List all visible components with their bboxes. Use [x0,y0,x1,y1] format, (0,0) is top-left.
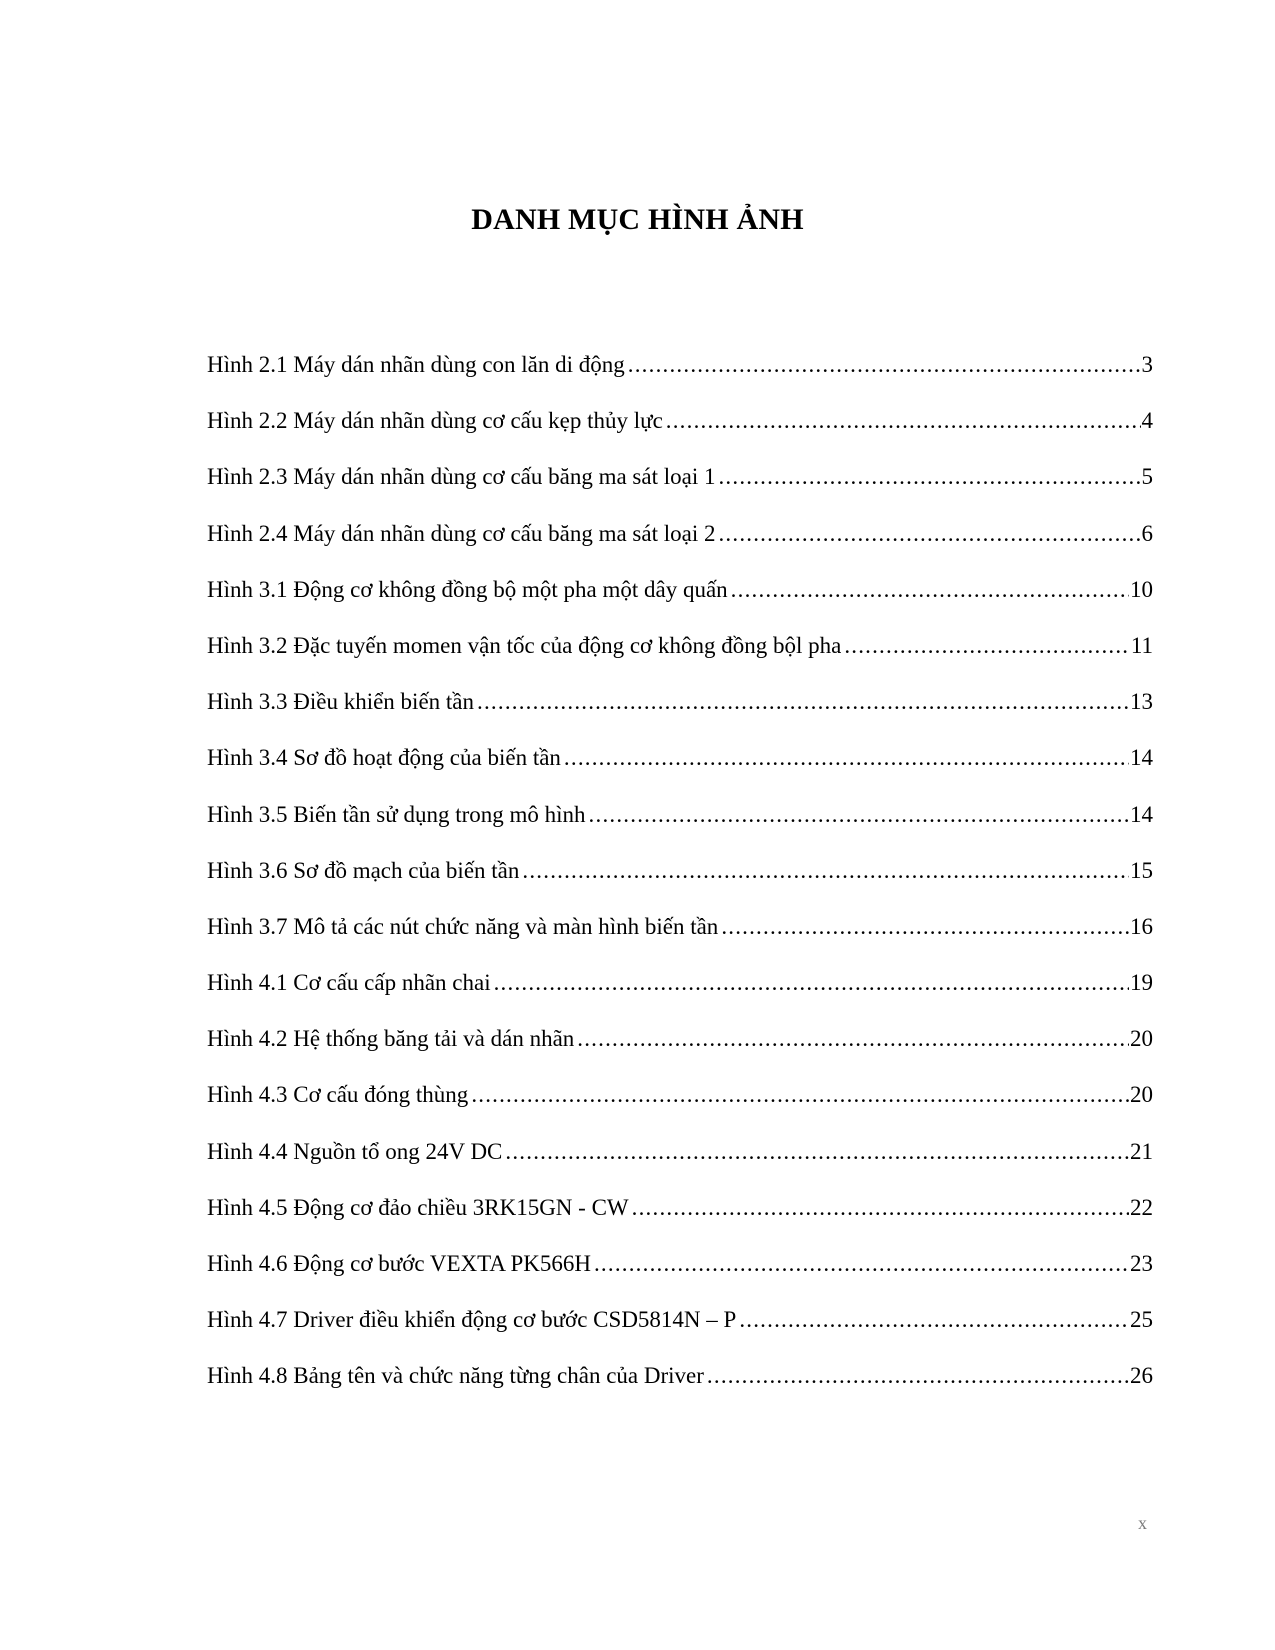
toc-entry-page-number: 3 [1141,352,1153,377]
dot-leader [666,405,1141,437]
toc-entry-3-3[interactable] [207,686,1153,742]
toc-entry-page-number: 13 [1130,689,1153,715]
dot-leader [589,799,1129,831]
dot-leader [505,1136,1129,1168]
toc-entry-page-number: 22 [1130,1194,1153,1220]
dot-leader [707,1360,1129,1392]
toc-entry-page-number: 15 [1130,857,1153,883]
dot-leader [632,1192,1129,1224]
toc-entry-4-5[interactable] [207,1192,1153,1248]
toc-entry-2-4[interactable] [207,518,1153,574]
dot-leader [564,742,1129,774]
toc-entry-label: Hình 4.2 Hệ thống băng tải và dán nhãn [207,1026,575,1052]
toc-entry-3-4[interactable] [207,742,1153,798]
toc-entry-3-5[interactable] [207,799,1153,855]
toc-entry-label: Hình 2.4 Máy dán nhãn dùng cơ cấu băng ma sát loại 2 [207,520,716,546]
toc-entry-label: Hình 3.5 Biến tần sử dụng trong mô hình [207,801,586,827]
dot-leader [577,1023,1129,1055]
toc-entry-3-7[interactable] [207,911,1153,967]
dot-leader [628,349,1141,381]
toc-entry-2-3[interactable] [207,461,1153,517]
toc-entry-label: Hình 2.2 Máy dán nhãn dùng cơ cấu kẹp thủy lực [207,408,663,434]
toc-entry-label: Hình 4.3 Cơ cấu đóng thùng [207,1082,469,1108]
toc-entry-label: Hình 3.4 Sơ đồ hoạt động của biến tần [207,745,561,771]
toc-entry-4-6[interactable] [207,1248,1153,1304]
toc-entry-page-number: 21 [1130,1138,1153,1164]
toc-entry-page-number: 4 [1141,408,1153,434]
toc-entry-label: Hình 4.1 Cơ cấu cấp nhãn chai [207,970,491,996]
toc-entry-label: Hình 3.6 Sơ đồ mạch của biến tần [207,857,520,883]
toc-entry-page-number: 11 [1130,632,1153,658]
toc-entry-4-7[interactable] [207,1304,1153,1360]
dot-leader [477,686,1129,718]
dot-leader [721,911,1129,943]
toc-entry-label: Hình 2.1 Máy dán nhãn dùng con lăn di động [207,352,625,377]
toc-entry-page-number: 23 [1130,1251,1153,1276]
toc-entry-page-number: 10 [1130,576,1153,602]
dot-leader [739,1304,1129,1336]
toc-entry-page-number: 6 [1141,520,1153,546]
toc-entry-page-number: 5 [1141,464,1153,490]
dot-leader [494,967,1129,999]
figure-list [207,349,1153,1417]
toc-entry-4-8[interactable] [207,1360,1153,1416]
toc-entry-label: Hình 4.7 Driver điều khiển động cơ bước CSD5814N – P [207,1307,737,1333]
toc-entry-4-4[interactable] [207,1136,1153,1192]
toc-entry-page-number: 19 [1130,970,1153,996]
toc-entry-page-number: 20 [1130,1082,1153,1108]
toc-entry-2-2[interactable] [207,405,1153,461]
toc-entry-page-number: 14 [1130,801,1153,827]
toc-entry-page-number: 16 [1130,913,1153,939]
toc-entry-label: Hình 3.7 Mô tả các nút chức năng và màn hình biến tần [207,913,719,939]
dot-leader [844,630,1130,662]
toc-entry-label: Hình 4.4 Nguồn tổ ong 24V DC [207,1138,503,1164]
toc-entry-label: Hình 3.2 Đặc tuyến momen vận tốc của động cơ không đồng bộl pha [207,632,842,658]
dot-leader [522,855,1129,887]
toc-entry-2-1[interactable] [207,349,1153,405]
toc-entry-page-number: 14 [1130,745,1153,771]
footer-page-number: x [1138,1513,1147,1533]
dot-leader [471,1079,1129,1111]
toc-entry-label: Hình 3.3 Điều khiển biến tần [207,689,475,715]
dot-leader [731,574,1129,606]
toc-entry-page-number: 26 [1130,1363,1153,1389]
toc-entry-4-3[interactable] [207,1079,1153,1135]
page-title: DANH MỤC HÌNH ẢNH [471,203,804,236]
dot-leader [594,1248,1129,1280]
dot-leader [718,461,1140,493]
dot-leader [718,518,1140,550]
toc-entry-3-6[interactable] [207,855,1153,911]
toc-entry-3-1[interactable] [207,574,1153,630]
toc-entry-4-1[interactable] [207,967,1153,1023]
toc-entry-label: Hình 4.6 Động cơ bước VEXTA PK566H [207,1251,591,1276]
toc-entry-3-2[interactable] [207,630,1153,686]
toc-entry-label: Hình 4.5 Động cơ đảo chiều 3RK15GN - CW [207,1194,629,1220]
toc-entry-page-number: 20 [1130,1026,1153,1052]
toc-entry-4-2[interactable] [207,1023,1153,1079]
toc-entry-label: Hình 2.3 Máy dán nhãn dùng cơ cấu băng ma sát loại 1 [207,464,716,490]
toc-entry-page-number: 25 [1130,1307,1153,1333]
toc-entry-label: Hình 3.1 Động cơ không đồng bộ một pha một dây quấn [207,576,728,602]
toc-entry-label: Hình 4.8 Bảng tên và chức năng từng chân của Driver [207,1363,704,1389]
